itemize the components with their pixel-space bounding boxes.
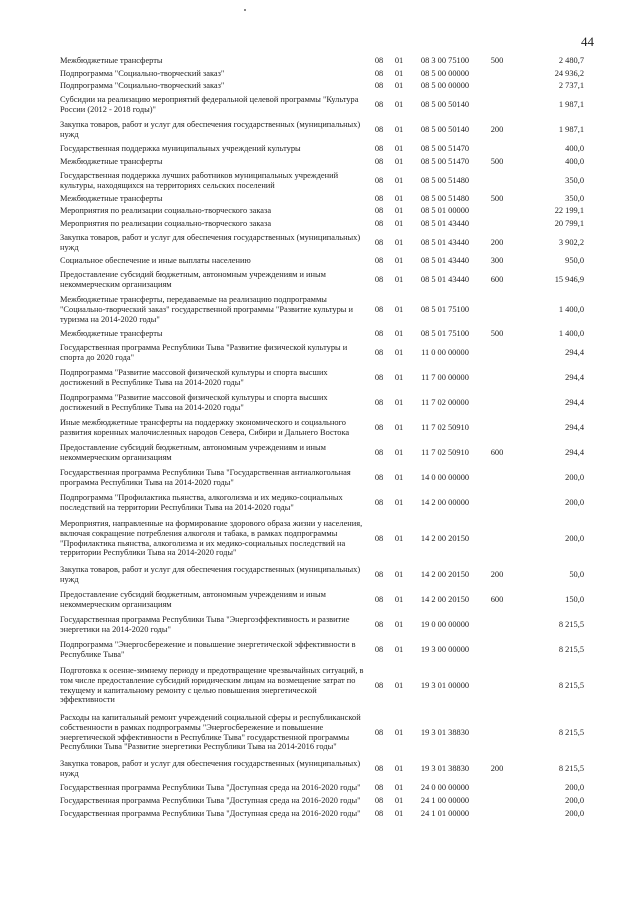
table-row (60, 794, 584, 807)
table-row (60, 781, 584, 794)
budget-table-body (60, 54, 584, 820)
table-row (60, 328, 584, 340)
row-amount: 294,4 (565, 372, 584, 382)
row-section: 08 (374, 256, 384, 266)
row-amount: 1 400,0 (558, 329, 584, 339)
row-amount: 2 480,7 (558, 56, 584, 66)
row-name: Закупка товаров, работ и услуг для обеспечения государственных (муниципальных) нужд (60, 564, 361, 584)
row-amount: 200,0 (565, 795, 584, 805)
row-section: 08 (374, 644, 384, 654)
row-amount: 8 215,5 (558, 644, 584, 654)
row-subsection: 01 (394, 124, 404, 134)
row-name: Подпрограмма "Развитие массовой физической культуры и спорта высших достижений в Республике Тыва на 2014-2020 годы" (60, 392, 328, 412)
row-section: 08 (374, 143, 384, 153)
row-section: 08 (374, 274, 384, 284)
row-name: Государственная поддержка лучших работников муниципальных учреждений культуры, находящихся на территориях сельских поселений (60, 170, 339, 190)
row-expense-type (480, 794, 514, 807)
row-section: 08 (374, 397, 384, 407)
row-subsection: 01 (394, 143, 404, 153)
row-expense-type (480, 637, 514, 662)
row-expense-type (480, 465, 514, 490)
table-row (60, 68, 584, 80)
row-expense-type (480, 415, 514, 440)
row-subsection: 01 (394, 99, 404, 109)
row-subsection: 01 (394, 218, 404, 228)
row-target-code: 24 1 00 00000 (420, 795, 470, 805)
row-name: Межбюджетные трансферты (60, 329, 163, 339)
row-subsection: 01 (394, 533, 404, 543)
table-row (60, 365, 584, 390)
table-row (60, 142, 584, 155)
row-name: Государственная программа Республики Тыва "Государственная антиалкогольная программа Республики Тыва на 2014-2020 годы" (60, 467, 351, 487)
row-target-code: 14 0 00 00000 (420, 472, 470, 482)
row-expense-type (480, 80, 514, 92)
table-row (60, 612, 584, 637)
row-amount: 950,0 (565, 256, 584, 266)
row-expense-type: 300 (490, 256, 504, 266)
row-target-code: 08 5 01 75100 (420, 329, 470, 339)
table-row (60, 217, 584, 230)
row-name: Государственная программа Республики Тыва "Доступная среда на 2016-2020 годы" (60, 795, 361, 805)
table-row (60, 155, 584, 168)
row-subsection: 01 (394, 569, 404, 579)
row-amount: 200,0 (565, 472, 584, 482)
row-expense-type (480, 612, 514, 637)
row-target-code: 11 7 00 00000 (421, 372, 469, 382)
table-row (60, 390, 584, 415)
row-name: Государственная поддержка муниципальных учреждений культуры (60, 143, 301, 153)
row-name: Государственная программа Республики Тыва "Развитие физической культуры и спорта до 2020 года" (60, 342, 348, 362)
row-target-code: 24 1 01 00000 (420, 808, 470, 818)
row-target-code: 08 5 01 75100 (420, 305, 470, 315)
row-expense-type (480, 490, 514, 515)
table-row (60, 205, 584, 217)
row-expense-type: 500 (490, 156, 504, 166)
row-section: 08 (374, 782, 384, 792)
row-target-code: 08 5 01 43440 (420, 218, 470, 228)
row-amount: 294,4 (565, 447, 584, 457)
row-target-code: 19 3 01 38830 (420, 763, 470, 773)
row-section: 08 (374, 680, 384, 690)
row-section: 08 (374, 347, 384, 357)
row-subsection: 01 (394, 644, 404, 654)
row-subsection: 01 (394, 472, 404, 482)
row-amount: 400,0 (565, 156, 584, 166)
row-target-code: 08 5 01 43440 (420, 256, 470, 266)
row-expense-type: 600 (490, 594, 504, 604)
row-name: Мероприятия, направленные на формирование здорового образа жизни у населения, включая сокращение потребления алкоголя и табака, в рамках подпрограммы "Профилактика пьянства, алкоголизма и их медико-социальных последствий на территории Республики Тыва на 2014-2020 годы" (60, 518, 363, 558)
row-name: Предоставление субсидий бюджетным, автономным учреждениям и иным некоммерческим организациям (60, 442, 326, 462)
row-amount: 294,4 (565, 397, 584, 407)
row-target-code: 11 7 02 50910 (421, 422, 469, 432)
row-subsection: 01 (394, 237, 404, 247)
row-expense-type (480, 781, 514, 794)
row-name: Подготовка к осенне-зимнему периоду и предотвращение чрезвычайных ситуаций, в том числе предоставление субсидий юридическим лицам на возмещение затрат по текущему и капитальному ремонту с целью повышения энергетической эффективности (60, 665, 364, 705)
row-subsection: 01 (394, 305, 404, 315)
row-amount: 50,0 (569, 569, 584, 579)
row-name: Мероприятия по реализации социально-творческого заказа (60, 206, 272, 216)
row-name: Субсидии на реализацию мероприятий федеральной целевой программы "Культура России (2012 - 2018 годы)" (60, 94, 359, 114)
row-section: 08 (374, 372, 384, 382)
row-target-code: 19 0 00 00000 (420, 619, 470, 629)
row-target-code: 08 5 01 43440 (420, 274, 470, 284)
row-name: Подпрограмма "Развитие массовой физической культуры и спорта высших достижений в Республике Тыва на 2014-2020 годы" (60, 367, 328, 387)
row-expense-type (480, 515, 514, 562)
row-amount: 3 902,2 (558, 237, 584, 247)
row-subsection: 01 (394, 782, 404, 792)
row-amount: 294,4 (565, 422, 584, 432)
table-row (60, 193, 584, 205)
row-name: Государственная программа Республики Тыва "Доступная среда на 2016-2020 годы" (60, 808, 361, 818)
row-subsection: 01 (394, 727, 404, 737)
row-section: 08 (374, 206, 384, 216)
table-row (60, 562, 584, 587)
row-name: Подпрограмма "Профилактика пьянства, алкоголизма и их медико-социальных последствий на территории Республики Тыва на 2014-2020 годы" (60, 492, 343, 512)
row-subsection: 01 (394, 256, 404, 266)
row-expense-type: 200 (490, 569, 504, 579)
table-row (60, 117, 584, 142)
row-name: Социальное обеспечение и иные выплаты населению (60, 256, 251, 266)
row-target-code: 08 5 00 51470 (420, 156, 470, 166)
row-expense-type (480, 217, 514, 230)
table-row (60, 255, 584, 267)
row-target-code: 19 3 00 00000 (420, 644, 470, 654)
row-subsection: 01 (394, 422, 404, 432)
table-row (60, 230, 584, 255)
row-target-code: 08 5 00 50140 (420, 99, 470, 109)
row-expense-type (480, 205, 514, 217)
row-amount: 400,0 (565, 143, 584, 153)
row-expense-type (480, 292, 514, 328)
row-expense-type: 200 (490, 124, 504, 134)
row-target-code: 08 5 00 00000 (420, 81, 470, 91)
row-expense-type: 500 (490, 56, 504, 66)
row-expense-type (480, 92, 514, 117)
table-row (60, 807, 584, 820)
row-target-code: 24 0 00 00000 (420, 782, 470, 792)
table-row (60, 490, 584, 515)
row-name: Межбюджетные трансферты (60, 56, 163, 66)
row-name: Иные межбюджетные трансферты на поддержку экономического и социального развития коренных малочисленных народов Севера, Сибири и Дальнего Востока (60, 417, 350, 437)
row-amount: 8 215,5 (558, 727, 584, 737)
table-row (60, 637, 584, 662)
row-amount: 200,0 (565, 497, 584, 507)
row-subsection: 01 (394, 56, 404, 66)
table-row (60, 515, 584, 562)
row-target-code: 08 5 00 51470 (420, 143, 470, 153)
row-section: 08 (374, 69, 384, 79)
row-subsection: 01 (394, 795, 404, 805)
table-row (60, 440, 584, 465)
row-name: Закупка товаров, работ и услуг для обеспечения государственных (муниципальных) нужд (60, 758, 361, 778)
row-name: Подпрограмма "Энергосбережение и повышение энергетической эффективности в Республике Тыва" (60, 639, 356, 659)
row-subsection: 01 (394, 372, 404, 382)
row-section: 08 (374, 619, 384, 629)
row-section: 08 (374, 422, 384, 432)
row-target-code: 08 5 00 51480 (420, 175, 470, 185)
row-section: 08 (374, 727, 384, 737)
row-section: 08 (374, 329, 384, 339)
row-amount: 1 400,0 (558, 305, 584, 315)
row-section: 08 (374, 472, 384, 482)
row-section: 08 (374, 99, 384, 109)
row-name: Государственная программа Республики Тыва "Доступная среда на 2016-2020 годы" (60, 782, 361, 792)
row-subsection: 01 (394, 808, 404, 818)
row-amount: 8 215,5 (558, 680, 584, 690)
row-subsection: 01 (394, 397, 404, 407)
row-amount: 1 987,1 (558, 99, 584, 109)
row-target-code: 19 3 01 00000 (420, 680, 470, 690)
row-target-code: 14 2 00 20150 (420, 594, 470, 604)
row-expense-type (480, 365, 514, 390)
page-number: 44 (581, 34, 594, 49)
row-amount: 350,0 (565, 194, 584, 204)
row-expense-type (480, 807, 514, 820)
row-subsection: 01 (394, 680, 404, 690)
row-subsection: 01 (394, 347, 404, 357)
row-name: Межбюджетные трансферты (60, 194, 163, 204)
table-row (60, 54, 584, 68)
row-target-code: 14 2 00 00000 (420, 497, 470, 507)
row-section: 08 (374, 305, 384, 315)
table-row (60, 80, 584, 92)
row-section: 08 (374, 175, 384, 185)
table-row (60, 415, 584, 440)
row-subsection: 01 (394, 447, 404, 457)
row-expense-type (480, 168, 514, 193)
row-amount: 22 199,1 (554, 206, 584, 216)
table-row (60, 662, 584, 709)
table-row (60, 267, 584, 292)
row-section: 08 (374, 218, 384, 228)
table-row (60, 587, 584, 612)
row-section: 08 (374, 194, 384, 204)
row-amount: 150,0 (565, 594, 584, 604)
row-target-code: 08 5 00 51480 (420, 194, 470, 204)
table-row (60, 292, 584, 328)
row-subsection: 01 (394, 69, 404, 79)
row-subsection: 01 (394, 194, 404, 204)
row-target-code: 08 5 00 50140 (420, 124, 470, 134)
table-row (60, 92, 584, 117)
table-row (60, 709, 584, 756)
row-target-code: 08 5 01 00000 (420, 206, 470, 216)
table-row (60, 340, 584, 365)
row-subsection: 01 (394, 274, 404, 284)
row-name: Подпрограмма "Социально-творческий заказ" (60, 69, 225, 79)
row-amount: 8 215,5 (558, 619, 584, 629)
row-section: 08 (374, 497, 384, 507)
row-subsection: 01 (394, 594, 404, 604)
row-expense-type: 200 (490, 763, 504, 773)
row-expense-type: 200 (490, 237, 504, 247)
row-subsection: 01 (394, 763, 404, 773)
row-section: 08 (374, 81, 384, 91)
row-target-code: 14 2 00 20150 (420, 533, 470, 543)
row-name: Мероприятия по реализации социально-творческого заказа (60, 218, 272, 228)
row-target-code: 11 0 00 00000 (421, 347, 469, 357)
row-amount: 20 799,1 (554, 218, 584, 228)
row-subsection: 01 (394, 619, 404, 629)
row-expense-type (480, 390, 514, 415)
row-target-code: 19 3 01 38830 (420, 727, 470, 737)
row-name: Предоставление субсидий бюджетным, автономным учреждениям и иным некоммерческим организациям (60, 589, 326, 609)
row-amount: 8 215,5 (558, 763, 584, 773)
row-subsection: 01 (394, 329, 404, 339)
row-section: 08 (374, 763, 384, 773)
row-section: 08 (374, 124, 384, 134)
row-target-code: 11 7 02 00000 (421, 397, 469, 407)
row-amount: 2 737,1 (558, 81, 584, 91)
row-name: Межбюджетные трансферты (60, 156, 163, 166)
scan-speck (244, 9, 246, 11)
row-expense-type (480, 662, 514, 709)
row-section: 08 (374, 795, 384, 805)
row-subsection: 01 (394, 156, 404, 166)
row-name: Подпрограмма "Социально-творческий заказ" (60, 81, 225, 91)
row-target-code: 08 5 00 00000 (420, 69, 470, 79)
row-section: 08 (374, 237, 384, 247)
row-expense-type: 500 (490, 194, 504, 204)
row-amount: 1 987,1 (558, 124, 584, 134)
row-name: Межбюджетные трансферты, передаваемые на реализацию подпрограммы "Социально-творческий заказ" государственной программы "Развитие культуры и туризма на 2014-2020 годы" (60, 295, 353, 324)
row-expense-type: 600 (490, 274, 504, 284)
row-amount: 15 946,9 (554, 274, 584, 284)
row-expense-type (480, 142, 514, 155)
row-section: 08 (374, 594, 384, 604)
row-expense-type: 500 (490, 329, 504, 339)
row-target-code: 14 2 00 20150 (420, 569, 470, 579)
row-name: Расходы на капитальный ремонт учреждений социальной сферы и республиканской собственности в рамках подпрограммы "Энергосбережение и повышение энергетической эффективности в Республике Тыва" государственной программы Республики Тыва "Развитие энергетики Республики Тыва на 2014-2016 годы" (60, 712, 361, 752)
row-name: Предоставление субсидий бюджетным, автономным учреждениям и иным некоммерческим организациям (60, 269, 326, 289)
row-amount: 294,4 (565, 347, 584, 357)
row-amount: 200,0 (565, 782, 584, 792)
row-subsection: 01 (394, 497, 404, 507)
row-section: 08 (374, 447, 384, 457)
table-row (60, 756, 584, 781)
row-amount: 200,0 (565, 533, 584, 543)
row-target-code: 08 3 00 75100 (420, 56, 470, 66)
row-subsection: 01 (394, 81, 404, 91)
row-amount: 350,0 (565, 175, 584, 185)
row-amount: 24 936,2 (554, 69, 584, 79)
table-row (60, 465, 584, 490)
row-section: 08 (374, 156, 384, 166)
row-subsection: 01 (394, 175, 404, 185)
row-section: 08 (374, 808, 384, 818)
row-expense-type (480, 340, 514, 365)
row-subsection: 01 (394, 206, 404, 216)
budget-table (60, 54, 584, 820)
row-section: 08 (374, 56, 384, 66)
table-row (60, 168, 584, 193)
row-name: Государственная программа Республики Тыва "Энергоэффективность и развитие энергетики на 2014-2020 годы" (60, 614, 350, 634)
row-section: 08 (374, 569, 384, 579)
row-section: 08 (374, 533, 384, 543)
row-name: Закупка товаров, работ и услуг для обеспечения государственных (муниципальных) нужд (60, 232, 361, 252)
row-target-code: 11 7 02 50910 (421, 447, 469, 457)
row-expense-type (480, 68, 514, 80)
row-expense-type (480, 709, 514, 756)
row-expense-type: 600 (490, 447, 504, 457)
row-target-code: 08 5 01 43440 (420, 237, 470, 247)
row-name: Закупка товаров, работ и услуг для обеспечения государственных (муниципальных) нужд (60, 119, 361, 139)
row-amount: 200,0 (565, 808, 584, 818)
